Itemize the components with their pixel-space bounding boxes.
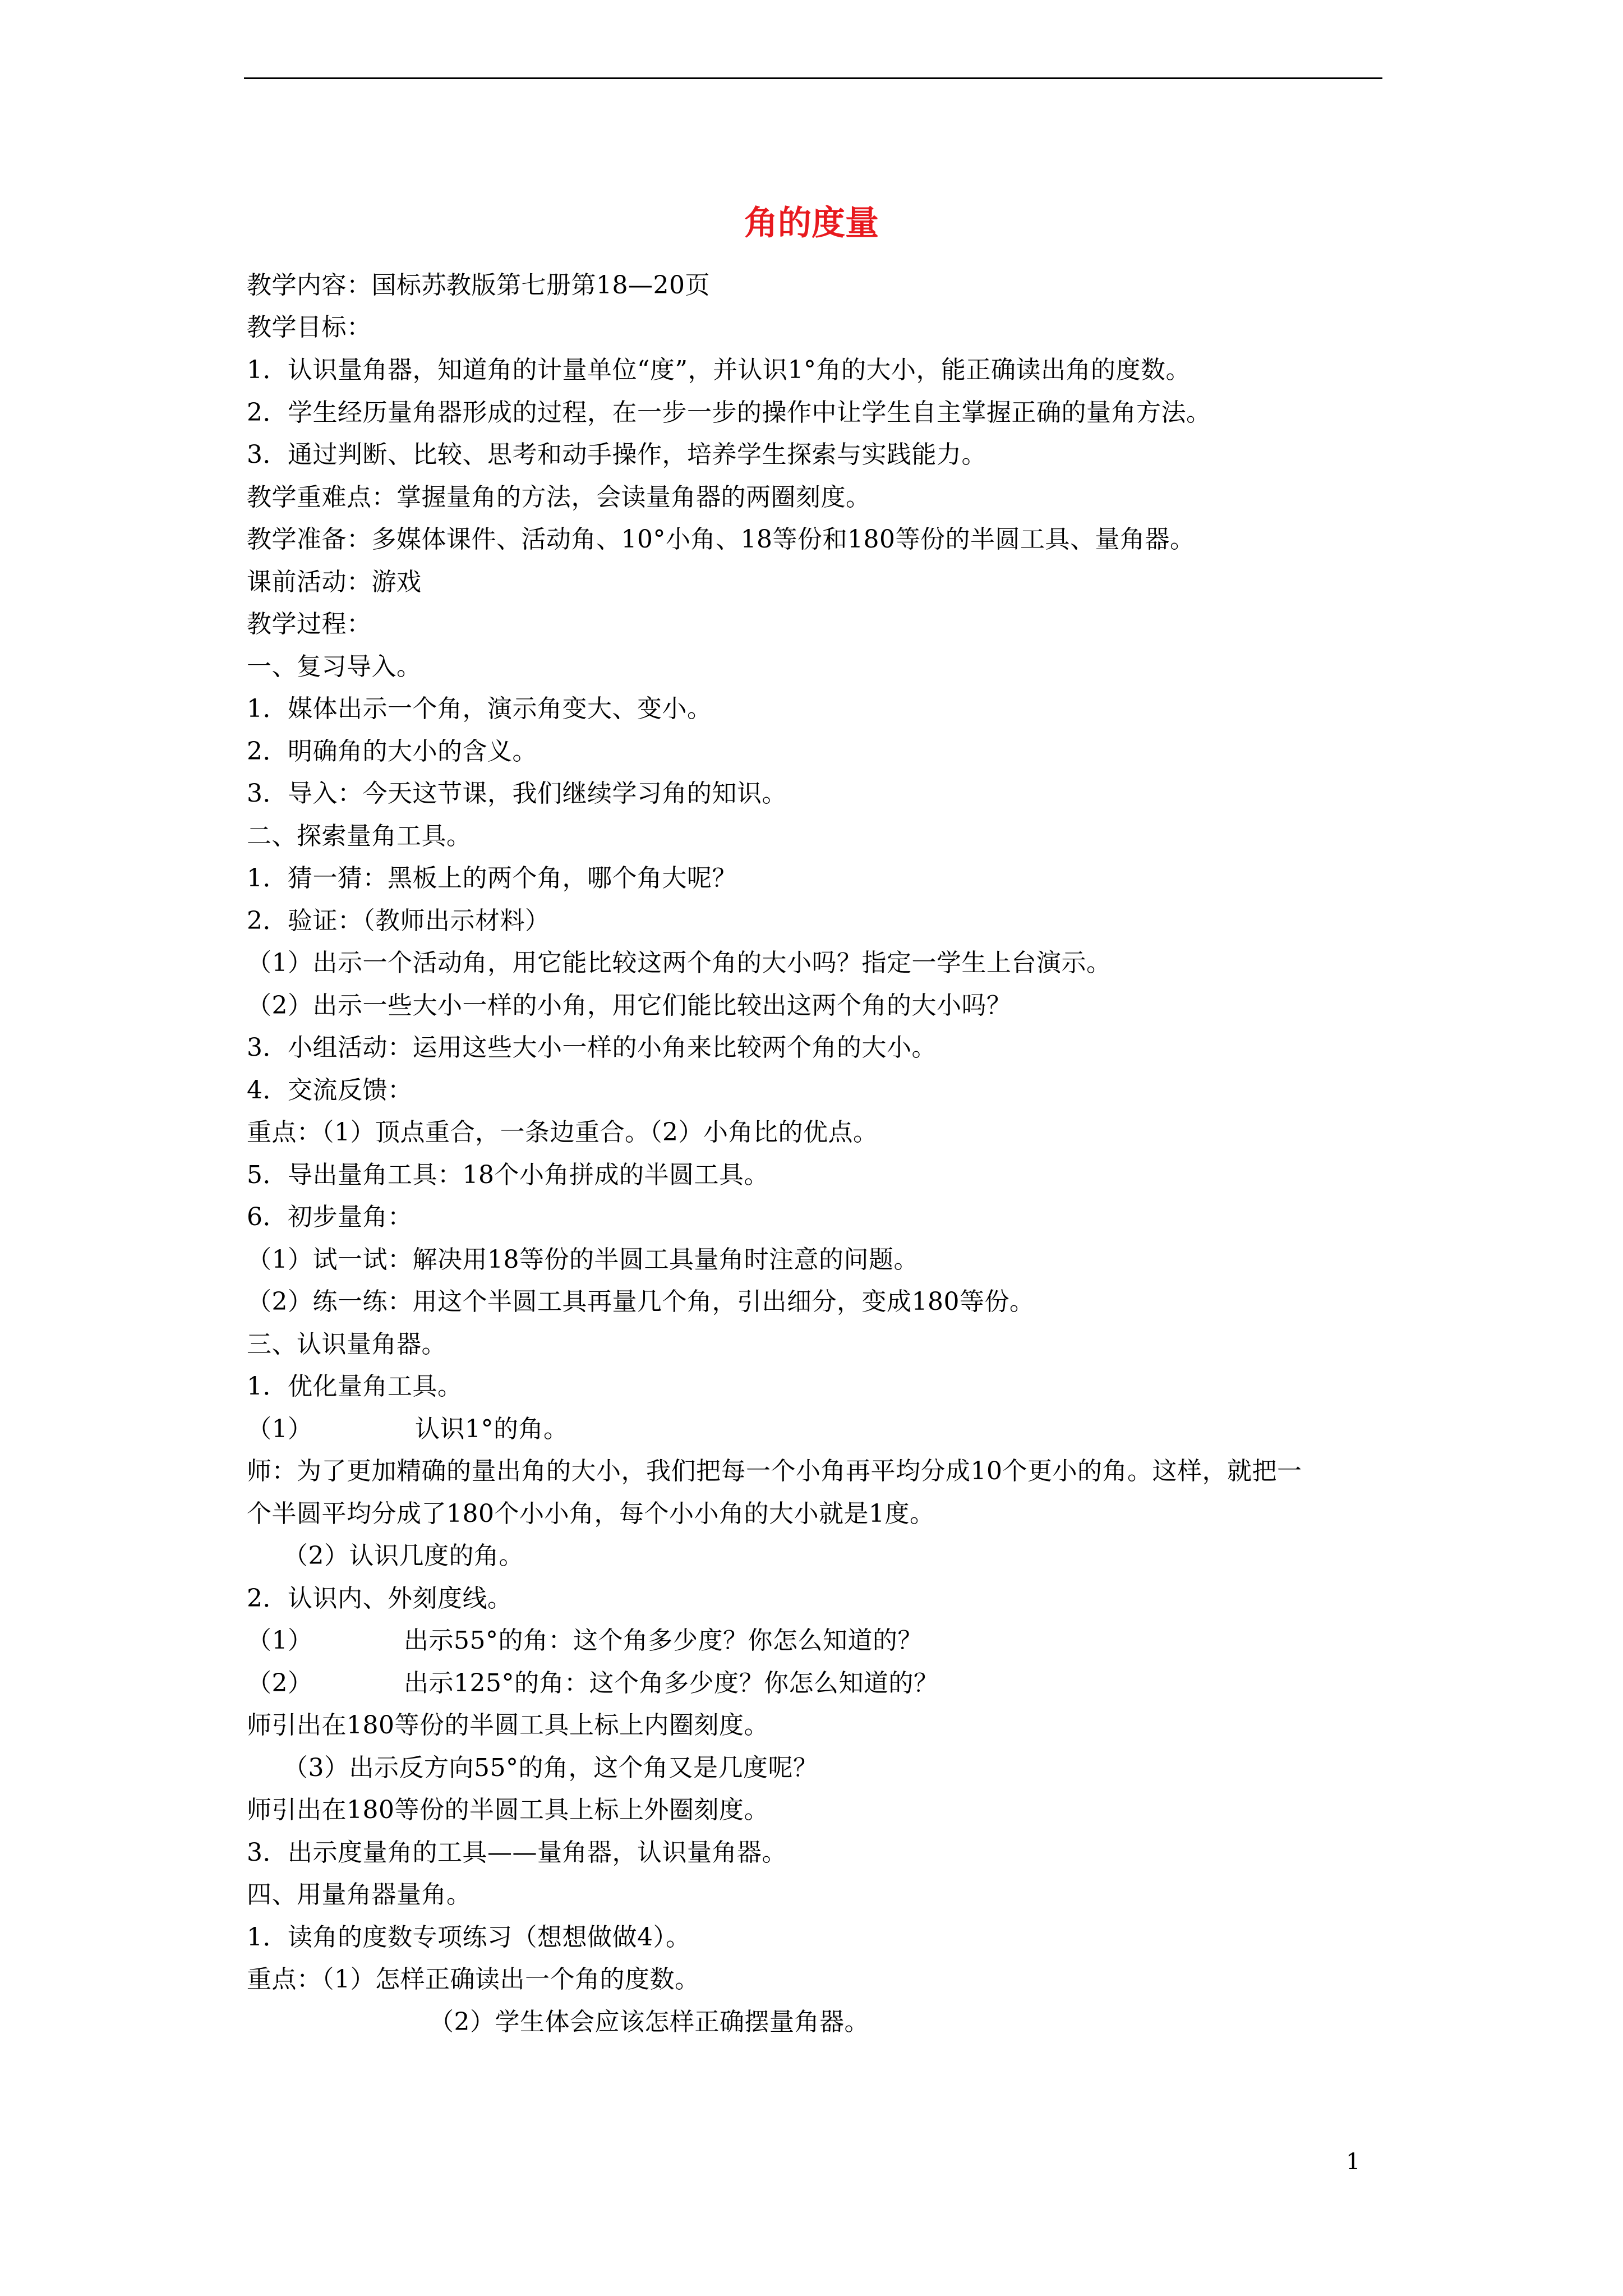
section-heading: 二、探索量角工具。 [247, 822, 472, 850]
text-line: 2．验证：（教师出示材料） [247, 907, 550, 935]
text-line: 教学过程： [247, 610, 372, 638]
header-rule [244, 77, 1382, 79]
text-line: （1）试一试：解决用18等份的半圆工具量角时注意的问题。 [247, 1245, 919, 1274]
text-line [247, 1412, 569, 1447]
text-line: 教学准备：多媒体课件、活动角、10°小角、18等份和180等份的半圆工具、量角器。 [247, 525, 1195, 554]
text-line: （2）出示一些大小一样的小角，用它们能比较出这两个角的大小吗？ [247, 991, 1012, 1020]
item-text: 认识1°的角。 [415, 1415, 569, 1443]
item-number: （1） [247, 1626, 313, 1655]
text-line: （2）认识几度的角。 [283, 1542, 524, 1570]
text-line: （2）学生体会应该怎样正确摆量角器。 [429, 2008, 869, 2036]
item-number: （1） [247, 1415, 313, 1443]
text-line: （3）出示反方向55°的角，这个角又是几度呢？ [283, 1754, 818, 1782]
text-line: 1．读角的度数专项练习（想想做做4）。 [247, 1923, 691, 1952]
text-line: 教学目标： [247, 313, 372, 342]
item-text: 出示125°的角：这个角多少度？你怎么知道的？ [404, 1669, 939, 1697]
text-line: 教学重难点：掌握量角的方法，会读量角器的两圈刻度。 [247, 483, 871, 512]
text-line: 1．优化量角工具。 [247, 1372, 463, 1401]
section-heading: 一、复习导入。 [247, 652, 422, 681]
text-line: 6．初步量角： [247, 1203, 413, 1231]
item-number: （2） [247, 1669, 313, 1697]
text-line: 1．认识量角器，知道角的计量单位“度”，并认识1°角的大小，能正确读出角的度数。 [247, 356, 1191, 384]
text-line: 3．出示度量角的工具——量角器，认识量角器。 [247, 1838, 787, 1867]
text-line: 2．认识内、外刻度线。 [247, 1584, 513, 1613]
text-line [247, 1623, 923, 1658]
text-line: 2．明确角的大小的含义。 [247, 737, 537, 766]
text-line: 2．学生经历量角器形成的过程，在一步一步的操作中让学生自主掌握正确的量角方法。 [247, 398, 1211, 427]
text-line: （1）出示一个活动角，用它能比较这两个角的大小吗？指定一学生上台演示。 [247, 949, 1112, 977]
text-line: 课前活动：游戏 [247, 568, 422, 596]
text-line: 3．小组活动：运用这些大小一样的小角来比较两个角的大小。 [247, 1033, 937, 1062]
text-line: 师：为了更加精确的量出角的大小，我们把每一个小角再平均分成10个更小的角。这样，就把一 [247, 1457, 1302, 1485]
text-line: （2）练一练：用这个半圆工具再量几个角，引出细分，变成180等份。 [247, 1287, 1035, 1316]
page-number: 1 [1346, 2149, 1361, 2175]
text-line [247, 1666, 938, 1701]
item-text: 出示55°的角：这个角多少度？你怎么知道的？ [404, 1626, 923, 1655]
text-line: 5．导出量角工具：18个小角拼成的半圆工具。 [247, 1161, 769, 1189]
text-line: 师引出在180等份的半圆工具上标上内圈刻度。 [247, 1711, 769, 1740]
text-line: 师引出在180等份的半圆工具上标上外圈刻度。 [247, 1796, 769, 1824]
section-heading: 三、认识量角器。 [247, 1330, 446, 1359]
text-line: 个半圆平均分成了180个小小角，每个小小角的大小就是1度。 [247, 1499, 935, 1528]
text-line: 3．导入：今天这节课，我们继续学习角的知识。 [247, 779, 787, 808]
section-heading: 四、用量角器量角。 [247, 1880, 472, 1909]
text-line: 1．媒体出示一个角，演示角变大、变小。 [247, 694, 712, 723]
text-line: 教学内容：国标苏教版第七册第18—20页 [247, 271, 710, 300]
text-line: 重点：（1）怎样正确读出一个角的度数。 [247, 1965, 700, 1994]
page-title: 角的度量 [744, 204, 879, 243]
text-line: 4．交流反馈： [247, 1076, 413, 1105]
text-line: 3．通过判断、比较、思考和动手操作，培养学生探索与实践能力。 [247, 440, 986, 469]
text-line: 重点：（1）顶点重合，一条边重合。（2）小角比的优点。 [247, 1118, 878, 1147]
text-line: 1．猜一猜：黑板上的两个角，哪个角大呢？ [247, 864, 737, 892]
